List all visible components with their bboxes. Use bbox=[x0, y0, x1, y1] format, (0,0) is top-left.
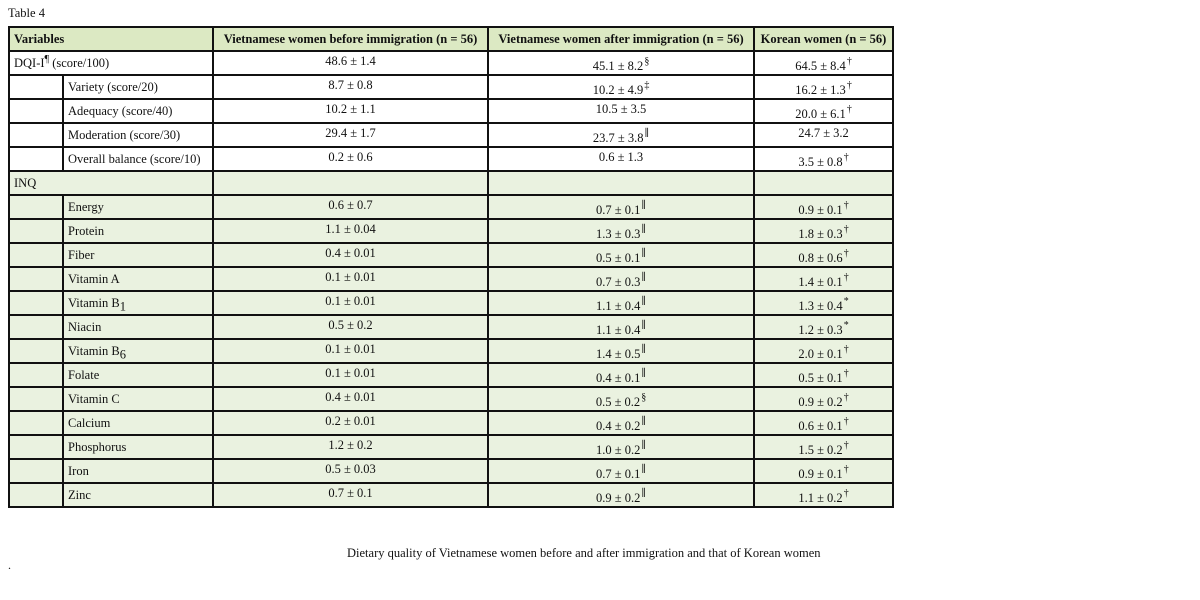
inq-subrow bbox=[9, 339, 893, 363]
korean-cell bbox=[754, 291, 893, 315]
korean-cell-number: 3.5 ± 0.8 bbox=[798, 154, 843, 169]
dqi-subrow bbox=[9, 75, 893, 99]
header-before: Vietnamese women before immigration (n = 56) bbox=[213, 27, 488, 51]
after-cell-value bbox=[596, 296, 646, 313]
after-cell bbox=[488, 459, 754, 483]
after-cell-value bbox=[595, 392, 647, 409]
dqi-label-suffix: (score/100) bbox=[49, 55, 110, 70]
korean-cell-number: 1.2 ± 0.3 bbox=[798, 322, 843, 337]
korean-cell bbox=[754, 171, 893, 195]
row-label bbox=[63, 411, 213, 435]
dqi-row bbox=[9, 51, 893, 75]
dqi-after bbox=[488, 51, 754, 75]
korean-cell-mark: † bbox=[843, 200, 849, 212]
dqi-label bbox=[9, 51, 213, 75]
row-label: Variety (score/20) bbox=[63, 75, 213, 99]
after-cell-value bbox=[596, 440, 646, 457]
inq-subrow bbox=[9, 459, 893, 483]
before-cell bbox=[213, 267, 488, 291]
after-cell-value bbox=[596, 368, 646, 385]
indent-cell bbox=[9, 435, 63, 459]
indent-cell bbox=[9, 483, 63, 507]
after-cell bbox=[488, 435, 754, 459]
after-cell-number: 1.0 ± 0.2 bbox=[596, 442, 641, 457]
header-after: Vietnamese women after immigration (n = 56) bbox=[488, 27, 754, 51]
korean-cell bbox=[754, 267, 893, 291]
dqi-subrow bbox=[9, 123, 893, 147]
before-cell-value bbox=[325, 270, 376, 284]
before-cell-number: 0.1 ± 0.01 bbox=[325, 293, 376, 308]
indent-cell bbox=[9, 75, 63, 99]
inq-subrow bbox=[9, 219, 893, 243]
row-label-text: Vitamin B bbox=[68, 295, 120, 310]
inq-subrow bbox=[9, 483, 893, 507]
after-cell-value bbox=[596, 272, 646, 289]
after-cell-mark: ∥ bbox=[641, 200, 646, 212]
before-cell-number: 1.2 ± 0.2 bbox=[328, 437, 373, 452]
after-cell-mark: ∥ bbox=[641, 248, 646, 260]
after-cell-number: 0.6 ± 1.3 bbox=[598, 149, 644, 164]
after-cell-mark: § bbox=[641, 392, 647, 404]
after-cell-number: 1.4 ± 0.5 bbox=[596, 346, 641, 361]
row-label-text: Zinc bbox=[68, 487, 91, 502]
row-label-text: Folate bbox=[68, 367, 100, 382]
row-label bbox=[63, 243, 213, 267]
after-cell-mark: ∥ bbox=[641, 296, 646, 308]
dqi-before bbox=[213, 51, 488, 75]
before-cell-number: 10.2 ± 1.1 bbox=[325, 101, 376, 116]
indent-cell bbox=[9, 411, 63, 435]
inq-subrow bbox=[9, 315, 893, 339]
indent-cell bbox=[9, 315, 63, 339]
korean-cell-value bbox=[798, 320, 849, 337]
after-cell-mark: ∥ bbox=[641, 320, 646, 332]
before-cell-number: 0.2 ± 0.6 bbox=[328, 149, 373, 164]
korean-cell-value bbox=[798, 224, 849, 241]
after-cell-value bbox=[596, 200, 646, 217]
row-label-text: Vitamin A bbox=[68, 271, 120, 286]
korean-cell-value bbox=[795, 104, 852, 121]
after-cell-value bbox=[596, 224, 646, 241]
before-cell-value bbox=[325, 342, 376, 356]
after-cell-mark: ∥ bbox=[641, 488, 646, 500]
before-cell-value bbox=[325, 462, 376, 476]
after-cell-value bbox=[596, 248, 646, 265]
after-cell bbox=[488, 339, 754, 363]
korean-cell-number: 2.0 ± 0.1 bbox=[798, 346, 843, 361]
before-cell-value bbox=[328, 150, 372, 164]
after-cell-mark: ∥ bbox=[641, 368, 646, 380]
korean-cell bbox=[754, 315, 893, 339]
after-cell-value bbox=[596, 416, 646, 433]
indent-cell bbox=[9, 195, 63, 219]
header-variables: Variables bbox=[9, 27, 213, 51]
after-cell bbox=[488, 387, 754, 411]
row-label: Adequacy (score/40) bbox=[63, 99, 213, 123]
row-label bbox=[63, 219, 213, 243]
before-cell bbox=[213, 99, 488, 123]
inq-subrow bbox=[9, 267, 893, 291]
korean-cell-value bbox=[798, 272, 849, 289]
table-caption: Dietary quality of Vietnamese women before and after immigration and that of Korean women bbox=[347, 546, 821, 560]
korean-cell-number: 1.1 ± 0.2 bbox=[798, 490, 843, 505]
before-cell bbox=[213, 459, 488, 483]
korean-cell-mark: † bbox=[843, 224, 849, 236]
before-cell bbox=[213, 483, 488, 507]
korean-cell-number: 16.2 ± 1.3 bbox=[795, 82, 846, 97]
row-label bbox=[63, 483, 213, 507]
before-cell bbox=[213, 171, 488, 195]
dqi-after-number: 45.1 ± 8.2 bbox=[592, 58, 644, 73]
after-cell-number: 1.1 ± 0.4 bbox=[596, 298, 641, 313]
after-cell-number: 0.5 ± 0.2 bbox=[595, 394, 641, 409]
korean-cell bbox=[754, 219, 893, 243]
after-cell-mark: ∥ bbox=[641, 416, 646, 428]
korean-cell-number: 1.3 ± 0.4 bbox=[798, 298, 843, 313]
after-cell-number: 0.7 ± 0.3 bbox=[596, 274, 641, 289]
after-cell-value bbox=[596, 488, 646, 505]
row-label-subscript: 1 bbox=[119, 299, 126, 313]
trailing-mark: . bbox=[8, 558, 11, 572]
korean-cell-value bbox=[798, 126, 849, 140]
after-cell-mark: ‡ bbox=[644, 80, 650, 92]
indent-cell bbox=[9, 339, 63, 363]
korean-cell-number: 0.6 ± 0.1 bbox=[798, 418, 843, 433]
dqi-after-value bbox=[592, 56, 650, 73]
before-cell-number: 0.5 ± 0.03 bbox=[325, 461, 376, 476]
korean-cell-mark: † bbox=[843, 344, 849, 356]
after-cell bbox=[488, 483, 754, 507]
row-label bbox=[63, 387, 213, 411]
indent-cell bbox=[9, 459, 63, 483]
inq-subrow bbox=[9, 363, 893, 387]
korean-cell-value bbox=[798, 368, 849, 385]
indent-cell bbox=[9, 267, 63, 291]
after-cell-number: 23.7 ± 3.8 bbox=[592, 130, 644, 145]
after-cell-number: 0.5 ± 0.1 bbox=[596, 250, 641, 265]
before-cell bbox=[213, 195, 488, 219]
row-label-text: Fiber bbox=[68, 247, 95, 262]
before-cell-number: 8.7 ± 0.8 bbox=[328, 77, 373, 92]
row-label-text: Energy bbox=[68, 199, 104, 214]
row-label-text: Iron bbox=[68, 463, 89, 478]
header-row bbox=[9, 27, 893, 51]
after-cell bbox=[488, 291, 754, 315]
indent-cell bbox=[9, 219, 63, 243]
after-cell bbox=[488, 267, 754, 291]
inq-subrow bbox=[9, 291, 893, 315]
before-cell bbox=[213, 411, 488, 435]
after-cell-mark: ∥ bbox=[641, 344, 646, 356]
before-cell bbox=[213, 339, 488, 363]
korean-cell-value bbox=[798, 416, 849, 433]
table-body bbox=[9, 51, 893, 507]
after-cell bbox=[488, 147, 754, 171]
before-cell bbox=[213, 219, 488, 243]
korean-cell bbox=[754, 195, 893, 219]
korean-cell bbox=[754, 147, 893, 171]
before-cell-number: 0.1 ± 0.01 bbox=[325, 269, 376, 284]
inq-subrow bbox=[9, 387, 893, 411]
before-cell-value bbox=[325, 246, 376, 260]
indent-cell bbox=[9, 123, 63, 147]
row-label bbox=[63, 315, 213, 339]
korean-cell-number: 1.4 ± 0.1 bbox=[798, 274, 843, 289]
korean-cell bbox=[754, 123, 893, 147]
after-cell-mark: ∥ bbox=[641, 440, 646, 452]
korean-cell-mark: * bbox=[843, 296, 849, 308]
korean-cell-number: 20.0 ± 6.1 bbox=[795, 106, 846, 121]
row-label-text: Vitamin B bbox=[68, 343, 120, 358]
inq-subrow bbox=[9, 411, 893, 435]
before-cell-value bbox=[328, 486, 372, 500]
row-label-subscript: 6 bbox=[119, 347, 126, 361]
before-cell-number: 0.4 ± 0.01 bbox=[325, 389, 376, 404]
after-cell-value bbox=[599, 150, 643, 164]
before-cell bbox=[213, 123, 488, 147]
dqi-subrow bbox=[9, 147, 893, 171]
after-cell-value bbox=[596, 320, 646, 337]
korean-cell-value bbox=[798, 248, 849, 265]
inq-label: INQ bbox=[9, 171, 213, 195]
after-cell-value bbox=[596, 344, 646, 361]
before-cell bbox=[213, 243, 488, 267]
after-cell-number: 10.2 ± 4.9 bbox=[592, 82, 644, 97]
dqi-korean-value bbox=[795, 56, 852, 73]
header-korean: Korean women (n = 56) bbox=[754, 27, 893, 51]
after-cell-value bbox=[596, 464, 646, 481]
before-cell-number: 0.2 ± 0.01 bbox=[325, 413, 376, 428]
after-cell bbox=[488, 123, 754, 147]
inq-row bbox=[9, 171, 893, 195]
dqi-korean bbox=[754, 51, 893, 75]
before-cell-value bbox=[328, 198, 372, 212]
after-cell bbox=[488, 363, 754, 387]
before-cell bbox=[213, 147, 488, 171]
indent-cell bbox=[9, 363, 63, 387]
row-label bbox=[63, 435, 213, 459]
korean-cell-value bbox=[798, 464, 849, 481]
before-cell-value bbox=[325, 126, 376, 140]
after-cell-number: 0.9 ± 0.2 bbox=[596, 490, 641, 505]
korean-cell-mark: † bbox=[843, 416, 849, 428]
dqi-label-text: DQI-I bbox=[14, 55, 45, 70]
dqi-after-mark: § bbox=[644, 56, 650, 68]
row-label-text: Phosphorus bbox=[68, 439, 127, 454]
after-cell-value bbox=[592, 80, 650, 97]
after-cell bbox=[488, 171, 754, 195]
table-label: Table 4 bbox=[8, 6, 45, 20]
korean-cell bbox=[754, 99, 893, 123]
korean-cell bbox=[754, 435, 893, 459]
korean-cell-number: 24.7 ± 3.2 bbox=[798, 125, 849, 140]
dietary-quality-table bbox=[8, 26, 894, 508]
before-cell-number: 1.1 ± 0.04 bbox=[325, 221, 376, 236]
before-cell-value bbox=[325, 294, 376, 308]
row-label bbox=[63, 267, 213, 291]
dqi-subrow bbox=[9, 99, 893, 123]
korean-cell-value bbox=[798, 440, 849, 457]
korean-cell-value bbox=[798, 296, 849, 313]
row-label: Moderation (score/30) bbox=[63, 123, 213, 147]
row-label: Overall balance (score/10) bbox=[63, 147, 213, 171]
korean-cell-number: 0.8 ± 0.6 bbox=[798, 250, 843, 265]
before-cell-number: 0.1 ± 0.01 bbox=[325, 341, 376, 356]
indent-cell bbox=[9, 387, 63, 411]
korean-cell bbox=[754, 339, 893, 363]
after-cell-value bbox=[592, 128, 650, 145]
before-cell-value bbox=[328, 318, 372, 332]
row-label-text: Niacin bbox=[68, 319, 102, 334]
korean-cell-mark: † bbox=[843, 488, 849, 500]
korean-cell-number: 1.5 ± 0.2 bbox=[798, 442, 843, 457]
korean-cell-value bbox=[798, 392, 849, 409]
after-cell bbox=[488, 99, 754, 123]
after-cell bbox=[488, 195, 754, 219]
korean-cell-number: 0.9 ± 0.2 bbox=[798, 394, 843, 409]
before-cell-number: 0.6 ± 0.7 bbox=[328, 197, 373, 212]
row-label-text: Calcium bbox=[68, 415, 111, 430]
dqi-before-value: 48.6 ± 1.4 bbox=[325, 53, 376, 68]
after-cell bbox=[488, 75, 754, 99]
row-label bbox=[63, 291, 213, 315]
before-cell-number: 0.1 ± 0.01 bbox=[325, 365, 376, 380]
indent-cell bbox=[9, 243, 63, 267]
before-cell bbox=[213, 435, 488, 459]
indent-cell bbox=[9, 291, 63, 315]
dqi-korean-mark: † bbox=[846, 56, 852, 68]
before-cell bbox=[213, 363, 488, 387]
korean-cell-number: 1.8 ± 0.3 bbox=[798, 226, 843, 241]
after-cell-number: 10.5 ± 3.5 bbox=[595, 101, 647, 116]
korean-cell-mark: † bbox=[846, 80, 852, 92]
korean-cell-value bbox=[795, 80, 852, 97]
before-cell-number: 0.5 ± 0.2 bbox=[328, 317, 373, 332]
before-cell-value bbox=[328, 78, 372, 92]
row-label-text: Protein bbox=[68, 223, 105, 238]
after-cell-number: 0.7 ± 0.1 bbox=[596, 466, 641, 481]
korean-cell-mark: † bbox=[843, 248, 849, 260]
korean-cell-mark: † bbox=[843, 368, 849, 380]
before-cell bbox=[213, 75, 488, 99]
before-cell-number: 29.4 ± 1.7 bbox=[325, 125, 376, 140]
after-cell-number: 0.4 ± 0.2 bbox=[596, 418, 641, 433]
korean-cell bbox=[754, 411, 893, 435]
korean-cell-mark: † bbox=[843, 440, 849, 452]
after-cell-mark: ∥ bbox=[641, 464, 646, 476]
dqi-label-mark: ¶ bbox=[44, 53, 50, 65]
before-cell-value bbox=[325, 102, 376, 116]
after-cell-number: 1.3 ± 0.3 bbox=[596, 226, 641, 241]
after-cell bbox=[488, 411, 754, 435]
korean-cell bbox=[754, 459, 893, 483]
inq-subrow bbox=[9, 195, 893, 219]
before-cell-value bbox=[325, 390, 376, 404]
before-cell bbox=[213, 315, 488, 339]
before-cell-value bbox=[328, 438, 372, 452]
korean-cell-value bbox=[798, 488, 849, 505]
row-label bbox=[63, 339, 213, 363]
after-cell-mark: ∥ bbox=[641, 272, 646, 284]
dqi-korean-number: 64.5 ± 8.4 bbox=[795, 58, 846, 73]
row-label bbox=[63, 459, 213, 483]
row-label bbox=[63, 195, 213, 219]
before-cell-number: 0.7 ± 0.1 bbox=[328, 485, 373, 500]
korean-cell-number: 0.9 ± 0.1 bbox=[798, 202, 843, 217]
korean-cell-value bbox=[798, 200, 849, 217]
korean-cell bbox=[754, 75, 893, 99]
after-cell bbox=[488, 243, 754, 267]
indent-cell bbox=[9, 147, 63, 171]
after-cell-number: 0.4 ± 0.1 bbox=[596, 370, 641, 385]
before-cell bbox=[213, 291, 488, 315]
korean-cell-mark: * bbox=[843, 320, 849, 332]
korean-cell-mark: † bbox=[846, 104, 852, 116]
after-cell-mark: ∥ bbox=[644, 128, 650, 140]
korean-cell bbox=[754, 243, 893, 267]
after-cell bbox=[488, 315, 754, 339]
korean-cell-mark: † bbox=[843, 392, 849, 404]
korean-cell-mark: † bbox=[843, 272, 849, 284]
korean-cell bbox=[754, 387, 893, 411]
after-cell-mark: ∥ bbox=[641, 224, 646, 236]
korean-cell bbox=[754, 363, 893, 387]
after-cell bbox=[488, 219, 754, 243]
korean-cell-value bbox=[798, 344, 849, 361]
korean-cell-value bbox=[798, 152, 849, 169]
inq-subrow bbox=[9, 435, 893, 459]
after-cell-number: 1.1 ± 0.4 bbox=[596, 322, 641, 337]
after-cell-number: 0.7 ± 0.1 bbox=[596, 202, 641, 217]
before-cell-value bbox=[325, 222, 376, 236]
korean-cell-number: 0.9 ± 0.1 bbox=[798, 466, 843, 481]
indent-cell bbox=[9, 99, 63, 123]
inq-subrow bbox=[9, 243, 893, 267]
before-cell-value bbox=[325, 366, 376, 380]
before-cell bbox=[213, 387, 488, 411]
row-label-text: Vitamin C bbox=[68, 391, 120, 406]
korean-cell-mark: † bbox=[843, 152, 849, 164]
after-cell-value bbox=[596, 102, 647, 116]
before-cell-value bbox=[325, 414, 376, 428]
before-cell-number: 0.4 ± 0.01 bbox=[325, 245, 376, 260]
korean-cell-number: 0.5 ± 0.1 bbox=[798, 370, 843, 385]
korean-cell bbox=[754, 483, 893, 507]
korean-cell-mark: † bbox=[843, 464, 849, 476]
row-label bbox=[63, 363, 213, 387]
